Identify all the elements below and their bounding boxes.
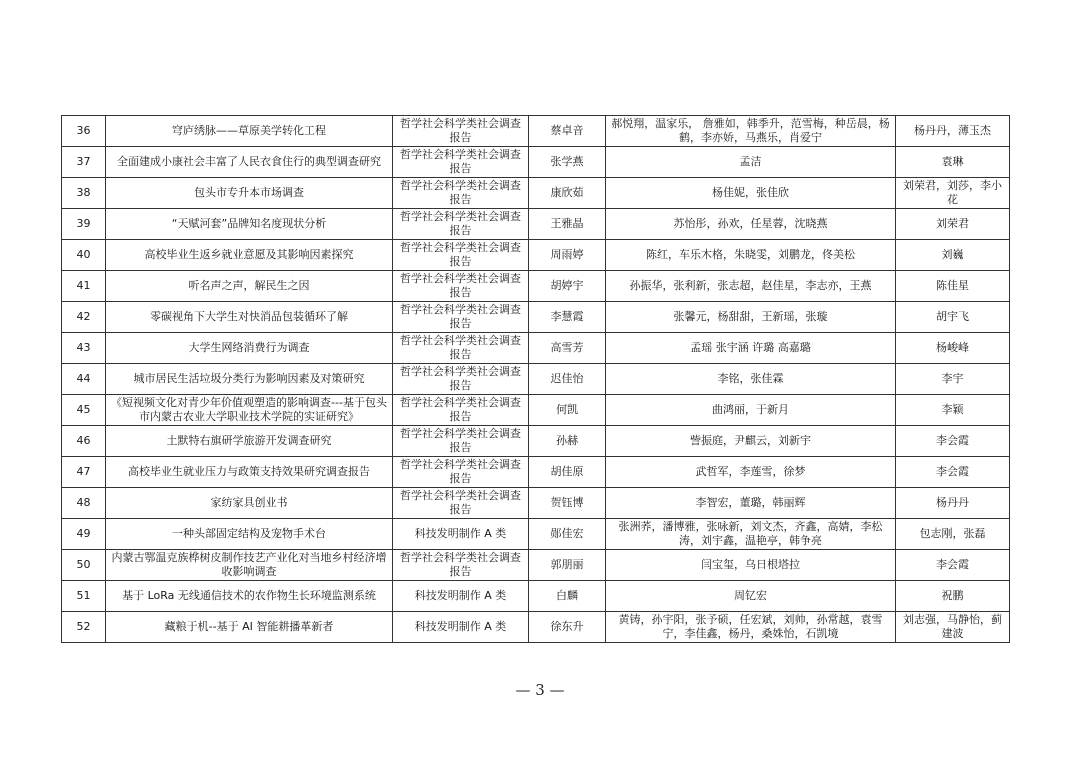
project-leader-cell: 王雅晶 bbox=[529, 209, 606, 240]
row-number-cell: 43 bbox=[62, 333, 106, 364]
team-members-cell: 苏怡彤，孙欢，任星蓉，沈晓燕 bbox=[606, 209, 896, 240]
row-number-cell: 36 bbox=[62, 116, 106, 147]
table-row bbox=[62, 426, 1010, 457]
project-title-cell: 高校毕业生就业压力与政策支持效果研究调查报告 bbox=[106, 457, 393, 488]
advisor-cell: 李会霞 bbox=[896, 550, 1010, 581]
advisor-cell: 刘志强，马静怡，蓟建波 bbox=[896, 612, 1010, 643]
team-members-cell: 张洲荞，潘博雅，张咏新，刘文杰，齐鑫，高婧，李松涛，刘宇鑫，温艳亭，韩争亮 bbox=[606, 519, 896, 550]
project-category-cell: 哲学社会科学类社会调查报告 bbox=[393, 271, 529, 302]
team-members-cell: 陈红，车乐木格，朱晓雯，刘鹏龙，佟美松 bbox=[606, 240, 896, 271]
project-title-cell: 包头市专升本市场调查 bbox=[106, 178, 393, 209]
advisor-cell: 刘荣君，刘莎，李小花 bbox=[896, 178, 1010, 209]
project-category-cell: 哲学社会科学类社会调查报告 bbox=[393, 550, 529, 581]
project-leader-cell: 何凯 bbox=[529, 395, 606, 426]
team-members-cell: 訾振庭，尹麒云，刘新宇 bbox=[606, 426, 896, 457]
table-row bbox=[62, 302, 1010, 333]
project-category-cell: 哲学社会科学类社会调查报告 bbox=[393, 333, 529, 364]
advisor-cell: 李会霞 bbox=[896, 426, 1010, 457]
advisor-cell: 祝鹏 bbox=[896, 581, 1010, 612]
project-category-cell: 哲学社会科学类社会调查报告 bbox=[393, 178, 529, 209]
row-number-cell: 50 bbox=[62, 550, 106, 581]
project-title-cell: 土默特右旗研学旅游开发调查研究 bbox=[106, 426, 393, 457]
project-title-cell: 零碳视角下大学生对快消品包装循环了解 bbox=[106, 302, 393, 333]
project-category-cell: 哲学社会科学类社会调查报告 bbox=[393, 240, 529, 271]
team-members-cell: 孟洁 bbox=[606, 147, 896, 178]
row-number-cell: 45 bbox=[62, 395, 106, 426]
project-leader-cell: 郧佳宏 bbox=[529, 519, 606, 550]
project-title-cell: 内蒙古鄂温克族桦树皮制作技艺产业化对当地乡村经济增收影响调查 bbox=[106, 550, 393, 581]
row-number-cell: 52 bbox=[62, 612, 106, 643]
table-row bbox=[62, 116, 1010, 147]
project-category-cell: 科技发明制作 A 类 bbox=[393, 519, 529, 550]
project-category-cell: 哲学社会科学类社会调查报告 bbox=[393, 488, 529, 519]
team-members-cell: 闫宝玺，乌日根塔拉 bbox=[606, 550, 896, 581]
team-members-cell: 曲鸿丽，于新月 bbox=[606, 395, 896, 426]
project-title-cell: 藏粮于机--基于 AI 智能耕播革新者 bbox=[106, 612, 393, 643]
team-members-cell: 黄铸，孙宇阳，张予硕，任宏斌，刘帅，孙常越，袁雪宁，李佳鑫，杨丹，桑姝怡，石凯境 bbox=[606, 612, 896, 643]
project-leader-cell: 张学燕 bbox=[529, 147, 606, 178]
project-title-cell: 穹庐绣脉——草原美学转化工程 bbox=[106, 116, 393, 147]
table-row bbox=[62, 395, 1010, 426]
project-title-cell: 基于 LoRa 无线通信技术的农作物生长环境监测系统 bbox=[106, 581, 393, 612]
advisor-cell: 杨丹丹，薄玉杰 bbox=[896, 116, 1010, 147]
project-leader-cell: 康欣茹 bbox=[529, 178, 606, 209]
team-members-cell: 杨佳妮，张佳欣 bbox=[606, 178, 896, 209]
row-number-cell: 38 bbox=[62, 178, 106, 209]
table-row bbox=[62, 488, 1010, 519]
team-members-cell: 周钇宏 bbox=[606, 581, 896, 612]
project-title-cell: 城市居民生活垃圾分类行为影响因素及对策研究 bbox=[106, 364, 393, 395]
team-members-cell: 武哲军，李莲雪，徐梦 bbox=[606, 457, 896, 488]
advisor-cell: 李颖 bbox=[896, 395, 1010, 426]
project-category-cell: 哲学社会科学类社会调查报告 bbox=[393, 457, 529, 488]
project-title-cell: 大学生网络消费行为调查 bbox=[106, 333, 393, 364]
project-category-cell: 科技发明制作 A 类 bbox=[393, 581, 529, 612]
awards-table-container bbox=[61, 115, 1009, 643]
team-members-cell: 孟瑶 张宇涵 许璐 高嘉璐 bbox=[606, 333, 896, 364]
advisor-cell: 包志刚，张磊 bbox=[896, 519, 1010, 550]
project-category-cell: 科技发明制作 A 类 bbox=[393, 612, 529, 643]
project-leader-cell: 贺钰博 bbox=[529, 488, 606, 519]
row-number-cell: 39 bbox=[62, 209, 106, 240]
advisor-cell: 刘荣君 bbox=[896, 209, 1010, 240]
row-number-cell: 51 bbox=[62, 581, 106, 612]
advisor-cell: 杨峻峰 bbox=[896, 333, 1010, 364]
project-category-cell: 哲学社会科学类社会调查报告 bbox=[393, 116, 529, 147]
project-leader-cell: 蔡卓音 bbox=[529, 116, 606, 147]
advisor-cell: 陈佳星 bbox=[896, 271, 1010, 302]
project-category-cell: 哲学社会科学类社会调查报告 bbox=[393, 209, 529, 240]
advisor-cell: 袁琳 bbox=[896, 147, 1010, 178]
table-row bbox=[62, 612, 1010, 643]
row-number-cell: 40 bbox=[62, 240, 106, 271]
table-row bbox=[62, 519, 1010, 550]
project-title-cell: 《短视频文化对青少年价值观塑造的影响调查---基于包头市内蒙古农业大学职业技术学院的实证研究》 bbox=[106, 395, 393, 426]
advisor-cell: 杨丹丹 bbox=[896, 488, 1010, 519]
table-row bbox=[62, 209, 1010, 240]
row-number-cell: 49 bbox=[62, 519, 106, 550]
awards-table bbox=[61, 115, 1010, 643]
table-row bbox=[62, 457, 1010, 488]
project-category-cell: 哲学社会科学类社会调查报告 bbox=[393, 302, 529, 333]
project-title-cell: 听名声之声，解民生之因 bbox=[106, 271, 393, 302]
table-row bbox=[62, 550, 1010, 581]
table-row bbox=[62, 240, 1010, 271]
project-title-cell: 一种头部固定结构及宠物手术台 bbox=[106, 519, 393, 550]
page-number: — 3 — bbox=[515, 681, 565, 699]
project-leader-cell: 迟佳怡 bbox=[529, 364, 606, 395]
row-number-cell: 47 bbox=[62, 457, 106, 488]
project-title-cell: 高校毕业生返乡就业意愿及其影响因素探究 bbox=[106, 240, 393, 271]
project-leader-cell: 孙赫 bbox=[529, 426, 606, 457]
project-leader-cell: 李慧霞 bbox=[529, 302, 606, 333]
table-row bbox=[62, 364, 1010, 395]
project-title-cell: “天赋河套”品牌知名度现状分析 bbox=[106, 209, 393, 240]
advisor-cell: 李会霞 bbox=[896, 457, 1010, 488]
advisor-cell: 李宇 bbox=[896, 364, 1010, 395]
table-row bbox=[62, 147, 1010, 178]
team-members-cell: 李铭，张佳霖 bbox=[606, 364, 896, 395]
project-leader-cell: 周雨婷 bbox=[529, 240, 606, 271]
row-number-cell: 41 bbox=[62, 271, 106, 302]
project-category-cell: 哲学社会科学类社会调查报告 bbox=[393, 364, 529, 395]
table-row bbox=[62, 333, 1010, 364]
row-number-cell: 48 bbox=[62, 488, 106, 519]
row-number-cell: 37 bbox=[62, 147, 106, 178]
row-number-cell: 44 bbox=[62, 364, 106, 395]
project-leader-cell: 徐东升 bbox=[529, 612, 606, 643]
advisor-cell: 胡宇飞 bbox=[896, 302, 1010, 333]
project-leader-cell: 郭朋丽 bbox=[529, 550, 606, 581]
row-number-cell: 46 bbox=[62, 426, 106, 457]
team-members-cell: 郝悦翔，温家乐， 詹雅如，韩季升，范雪梅，种岳晨，杨鹤，李亦娇，马燕乐，肖爱宁 bbox=[606, 116, 896, 147]
project-title-cell: 全面建成小康社会丰富了人民衣食住行的典型调查研究 bbox=[106, 147, 393, 178]
row-number-cell: 42 bbox=[62, 302, 106, 333]
team-members-cell: 孙振华，张利新，张志超，赵佳星，李志亦，王燕 bbox=[606, 271, 896, 302]
table-row bbox=[62, 271, 1010, 302]
project-leader-cell: 高雪芳 bbox=[529, 333, 606, 364]
project-leader-cell: 胡佳原 bbox=[529, 457, 606, 488]
team-members-cell: 李智宏，董璐，韩丽辉 bbox=[606, 488, 896, 519]
team-members-cell: 张馨元，杨甜甜，王新瑶，张璇 bbox=[606, 302, 896, 333]
table-body bbox=[62, 116, 1010, 643]
advisor-cell: 刘巍 bbox=[896, 240, 1010, 271]
project-category-cell: 哲学社会科学类社会调查报告 bbox=[393, 426, 529, 457]
project-title-cell: 家纺家具创业书 bbox=[106, 488, 393, 519]
project-leader-cell: 胡婷宇 bbox=[529, 271, 606, 302]
table-row bbox=[62, 581, 1010, 612]
table-row bbox=[62, 178, 1010, 209]
project-leader-cell: 白麟 bbox=[529, 581, 606, 612]
project-category-cell: 哲学社会科学类社会调查报告 bbox=[393, 395, 529, 426]
project-category-cell: 哲学社会科学类社会调查报告 bbox=[393, 147, 529, 178]
